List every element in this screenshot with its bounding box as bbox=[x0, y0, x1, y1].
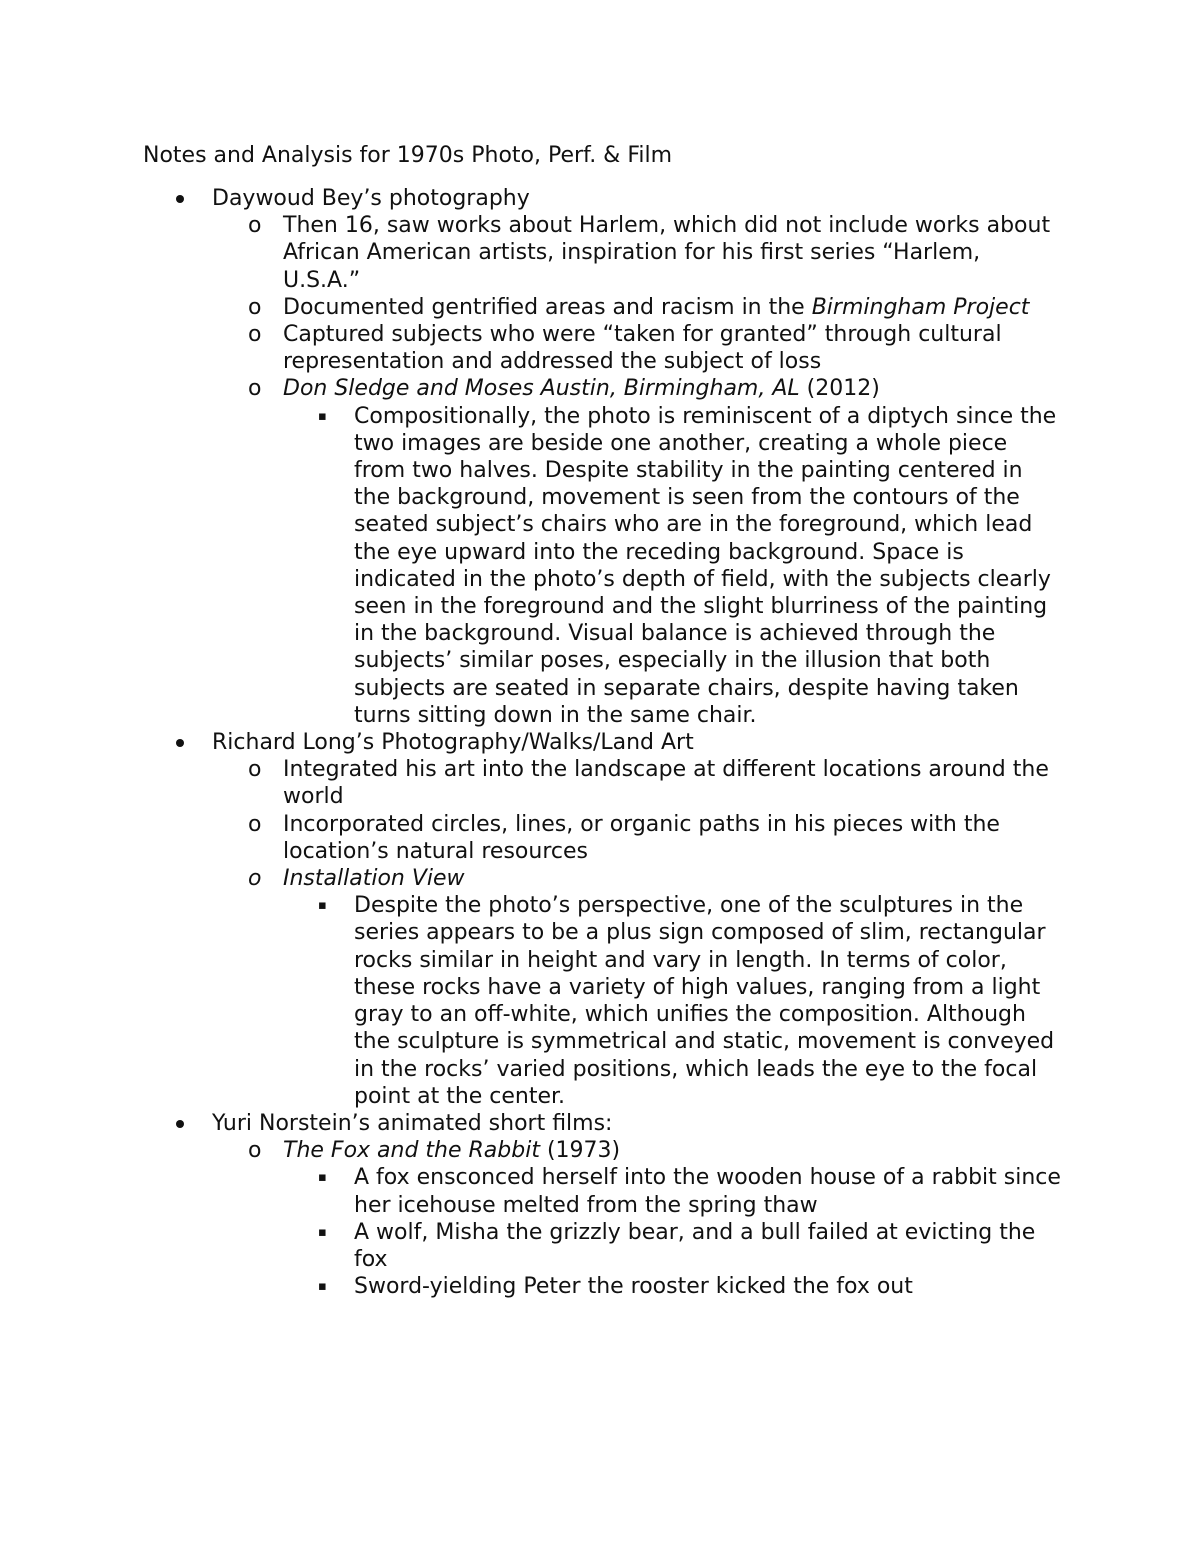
sub-list-item bbox=[0, 1164, 1064, 1218]
plot-point-text: A fox ensconced herself into the wooden house of a rabbit since her icehouse melted from the spring thaw bbox=[354, 1165, 1061, 1218]
sub-list-item bbox=[0, 1273, 1064, 1300]
analysis-text: Compositionally, the photo is reminiscent of a diptych since the two images are beside one another, creating a whole piece from two halves. Despite stability in the painting centered in the background, movement is seen from the contours of the seated subject’s chairs who are in the foreground, which lead the eye upward into the receding background. Space is indicated in the photo’s depth of field, with the subjects clearly seen in the foreground and the slight blurriness of the painting in the background. Visual balance is achieved through the subjects’ similar poses, especially in the illusion that both subjects are seated in separate chairs, despite having taken turns sitting down in the same chair. bbox=[354, 403, 1057, 728]
section-heading: Richard Long’s Photography/Walks/Land Art bbox=[212, 730, 694, 756]
square-bullet-icon: ▪ bbox=[318, 1170, 327, 1186]
list-item-text bbox=[283, 1137, 1063, 1164]
list-item-text: Then 16, saw works about Harlem, which did not include works about African American artists, inspiration for his first series “Harlem, U.S.A.” bbox=[283, 213, 1051, 293]
list-item bbox=[0, 865, 1063, 892]
square-bullet-icon: ▪ bbox=[318, 898, 327, 914]
circle-bullet-icon: o bbox=[248, 376, 262, 402]
section-yuri-norstein bbox=[0, 1110, 1062, 1137]
circle-bullet-icon: o bbox=[248, 1138, 262, 1164]
square-bullet-icon: ▪ bbox=[318, 1224, 327, 1240]
sub-list-item bbox=[0, 403, 1064, 729]
square-bullet-icon: ▪ bbox=[318, 408, 327, 424]
circle-bullet-icon: o bbox=[248, 811, 262, 837]
work-title: The Fox and the Rabbit bbox=[283, 1138, 540, 1164]
list-item-text bbox=[283, 294, 1063, 321]
section-richard-long bbox=[0, 729, 1062, 756]
circle-bullet-icon: o bbox=[248, 294, 262, 320]
list-item bbox=[0, 1137, 1063, 1164]
circle-bullet-icon: o bbox=[248, 213, 262, 239]
analysis-text: Despite the photo’s perspective, one of the sculptures in the series appears to be a plus sign composed of slim, rectangular rocks similar in height and vary in length. In terms of color, these rocks have a variety of high values, ranging from a light gray to an off-white, which unifies the composition. Although the sculpture is symmetrical and static, movement is conveyed in the rocks’ varied positions, which leads the eye to the focal point at the center. bbox=[354, 893, 1055, 1109]
section-heading: Daywoud Bey’s photography bbox=[212, 186, 530, 211]
plot-point-text: A wolf, Misha the grizzly bear, and a bull failed at evicting the fox bbox=[354, 1219, 1036, 1272]
text-part: (1973) bbox=[539, 1138, 621, 1164]
list-item bbox=[0, 321, 1063, 375]
circle-bullet-icon: o bbox=[248, 322, 262, 348]
notes-list bbox=[0, 185, 1200, 1300]
sub-list-item bbox=[0, 1219, 1064, 1273]
list-item bbox=[0, 756, 1063, 810]
work-title: Don Sledge and Moses Austin, Birmingham, AL bbox=[283, 376, 800, 402]
square-bullet-icon: ▪ bbox=[318, 1279, 327, 1295]
list-item bbox=[0, 294, 1063, 321]
circle-bullet-icon: o bbox=[248, 757, 262, 783]
text-part: Documented gentrified areas and racism in the bbox=[283, 294, 812, 320]
list-item-text: Captured subjects who were “taken for granted” through cultural representation and addressed the subject of loss bbox=[283, 322, 1002, 375]
text-part: (2012) bbox=[799, 376, 880, 402]
sub-list-item bbox=[0, 892, 1064, 1110]
list-item-text bbox=[283, 375, 1063, 402]
list-item bbox=[0, 375, 1063, 402]
work-title: Birmingham Project bbox=[811, 294, 1030, 320]
circle-bullet-icon: o bbox=[248, 866, 262, 892]
list-item-text: Incorporated circles, lines, or organic paths in his pieces with the location’s natural resources bbox=[283, 811, 1000, 864]
list-item bbox=[0, 212, 1063, 294]
plot-point-text: Sword-yielding Peter the rooster kicked the fox out bbox=[354, 1274, 913, 1300]
list-item bbox=[0, 811, 1063, 865]
section-daywoud-bey bbox=[0, 185, 1062, 212]
section-heading: Yuri Norstein’s animated short films: bbox=[212, 1110, 613, 1136]
list-item-text: Integrated his art into the landscape at different locations around the world bbox=[283, 757, 1049, 810]
list-item-text bbox=[283, 865, 1063, 892]
work-title: Installation View bbox=[283, 866, 465, 892]
document-title: Notes and Analysis for 1970s Photo, Perf. & Film bbox=[143, 143, 673, 168]
